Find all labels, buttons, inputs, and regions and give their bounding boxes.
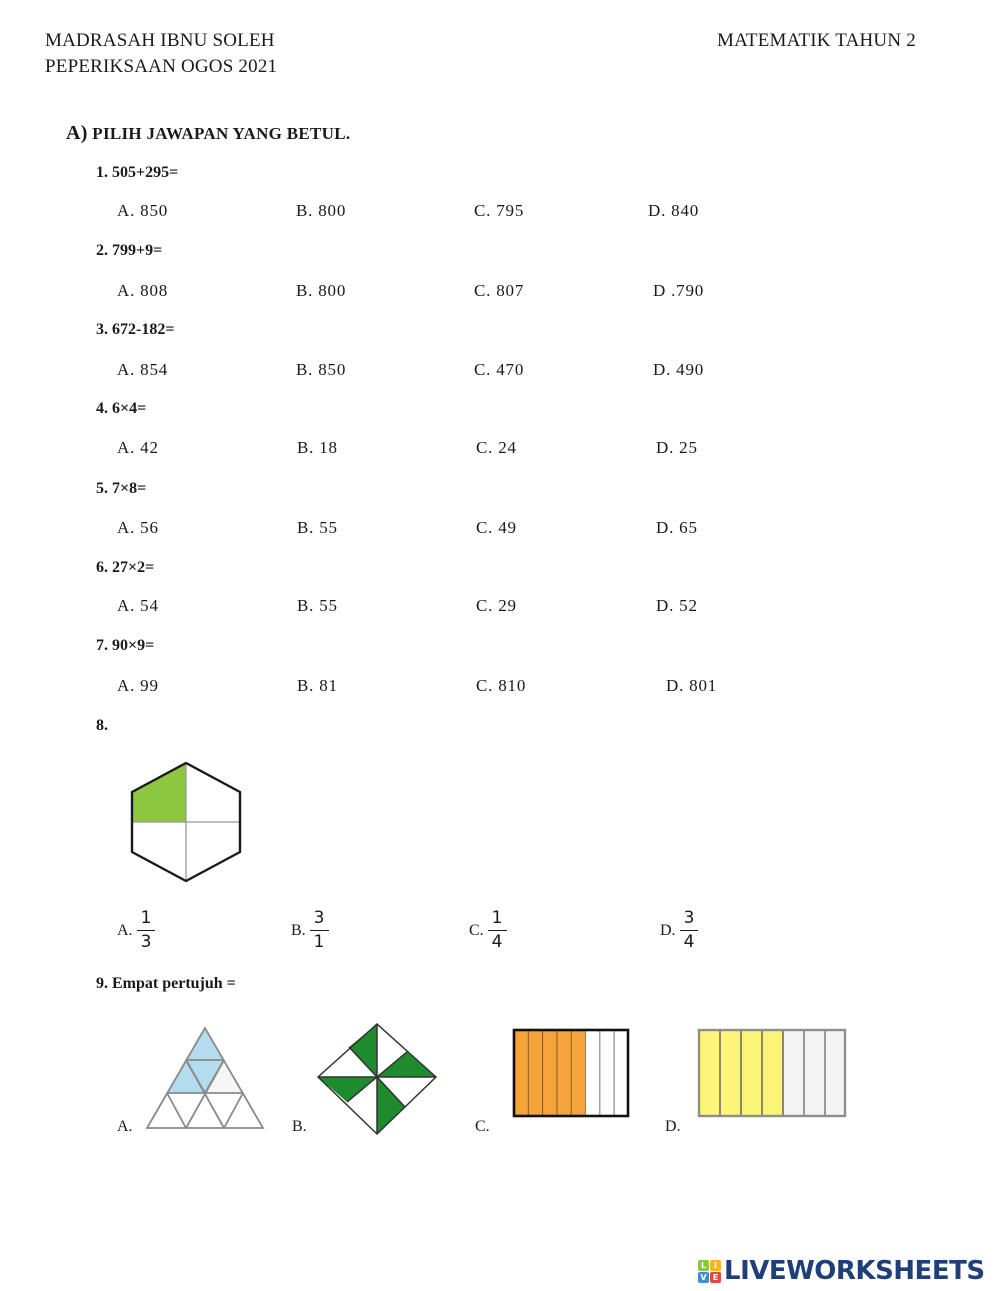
option-c[interactable] (469, 910, 507, 951)
option-d[interactable]: D. 52 (656, 596, 698, 615)
numerator: 3 (310, 910, 329, 931)
logo-block: I (710, 1260, 721, 1271)
bar-fraction-figure (512, 1028, 632, 1120)
option-b[interactable]: B. 18 (297, 438, 338, 457)
fraction (680, 910, 699, 951)
question-text: 27×2= (112, 559, 155, 576)
option-c[interactable]: C. 24 (476, 438, 517, 457)
question-text: 799+9= (112, 242, 163, 259)
option-c[interactable]: C. 807 (474, 281, 525, 300)
option-b[interactable]: B. 850 (296, 360, 347, 379)
denominator: 1 (313, 932, 325, 952)
option-d[interactable]: D. 840 (648, 201, 700, 220)
question-text: 90×9= (112, 637, 155, 654)
school-name: MADRASAH IBNU SOLEH (45, 30, 275, 51)
option-d[interactable]: D. 25 (656, 438, 698, 457)
option-b[interactable] (292, 1020, 442, 1136)
numerator: 3 (680, 910, 699, 931)
option-d[interactable] (660, 910, 698, 951)
option-a[interactable]: A. 56 (117, 518, 159, 537)
logo-blocks-icon (698, 1260, 721, 1283)
question-text: 672-182= (112, 321, 175, 338)
question-number: 7. (96, 637, 108, 654)
option-c[interactable]: C. 810 (476, 676, 527, 695)
option-d[interactable] (665, 1028, 850, 1136)
option-a[interactable] (117, 1024, 267, 1136)
denominator: 4 (683, 932, 695, 952)
option-a[interactable]: A. 808 (117, 281, 169, 300)
option-c[interactable]: C. 49 (476, 518, 517, 537)
question-number: 6. (96, 559, 108, 576)
hexagon-fraction-figure (128, 760, 244, 886)
triangle-grid-figure (143, 1024, 267, 1132)
option-d[interactable]: D. 801 (666, 676, 718, 695)
option-d[interactable]: D. 65 (656, 518, 698, 537)
option-label: C. (469, 921, 484, 939)
fraction (310, 910, 329, 951)
option-label: C. (475, 1118, 490, 1135)
logo-block: E (710, 1272, 721, 1283)
option-label: B. (291, 921, 306, 939)
option-b[interactable]: B. 800 (296, 201, 347, 220)
denominator: 3 (140, 932, 152, 952)
question-number: 8. (96, 717, 108, 734)
subject-title: MATEMATIK TAHUN 2 (717, 30, 916, 51)
denominator: 4 (491, 932, 503, 952)
fraction (137, 910, 156, 951)
option-a[interactable]: A. 42 (117, 438, 159, 457)
question-number: 3. (96, 321, 108, 338)
pinwheel-figure (316, 1022, 438, 1136)
question-number: 9. (96, 975, 108, 992)
option-b[interactable]: B. 800 (296, 281, 347, 300)
question-text: 6×4= (112, 400, 147, 417)
logo-block: V (698, 1272, 709, 1283)
question-number: 1. (96, 164, 108, 181)
option-c[interactable]: C. 29 (476, 596, 517, 615)
option-a[interactable] (117, 910, 155, 951)
numerator: 1 (137, 910, 156, 931)
option-a[interactable]: A. 54 (117, 596, 159, 615)
option-label: D. (665, 1118, 681, 1135)
question-number: 2. (96, 242, 108, 259)
option-c[interactable]: C. 470 (474, 360, 525, 379)
option-b[interactable] (291, 910, 329, 951)
bar-fraction-figure (697, 1028, 847, 1120)
option-c[interactable] (475, 1028, 635, 1136)
option-b[interactable]: B. 55 (297, 518, 338, 537)
liveworksheets-logo (698, 1256, 985, 1286)
option-d[interactable]: D. 490 (653, 360, 705, 379)
question-text: Empat pertujuh = (112, 975, 236, 992)
option-label: A. (117, 921, 133, 939)
question-text: 505+295= (112, 164, 179, 181)
section-title: PILIH JAWAPAN YANG BETUL. (92, 124, 351, 143)
section-letter: A) (66, 122, 88, 144)
fraction (488, 910, 507, 951)
logo-text: LIVEWORKSHEETS (724, 1256, 985, 1286)
question-number: 5. (96, 480, 108, 497)
question-number: 4. (96, 400, 108, 417)
numerator: 1 (488, 910, 507, 931)
option-b[interactable]: B. 81 (297, 676, 338, 695)
question-text: 7×8= (112, 480, 147, 497)
option-d[interactable]: D .790 (653, 281, 705, 300)
option-c[interactable]: C. 795 (474, 201, 525, 220)
option-a[interactable]: A. 850 (117, 201, 169, 220)
logo-block: L (698, 1260, 709, 1271)
section-heading (66, 122, 350, 145)
option-b[interactable]: B. 55 (297, 596, 338, 615)
option-label: A. (117, 1118, 133, 1135)
option-label: D. (660, 921, 676, 939)
option-a[interactable]: A. 99 (117, 676, 159, 695)
option-label: B. (292, 1118, 307, 1135)
exam-title: PEPERIKSAAN OGOS 2021 (45, 56, 278, 77)
option-a[interactable]: A. 854 (117, 360, 169, 379)
